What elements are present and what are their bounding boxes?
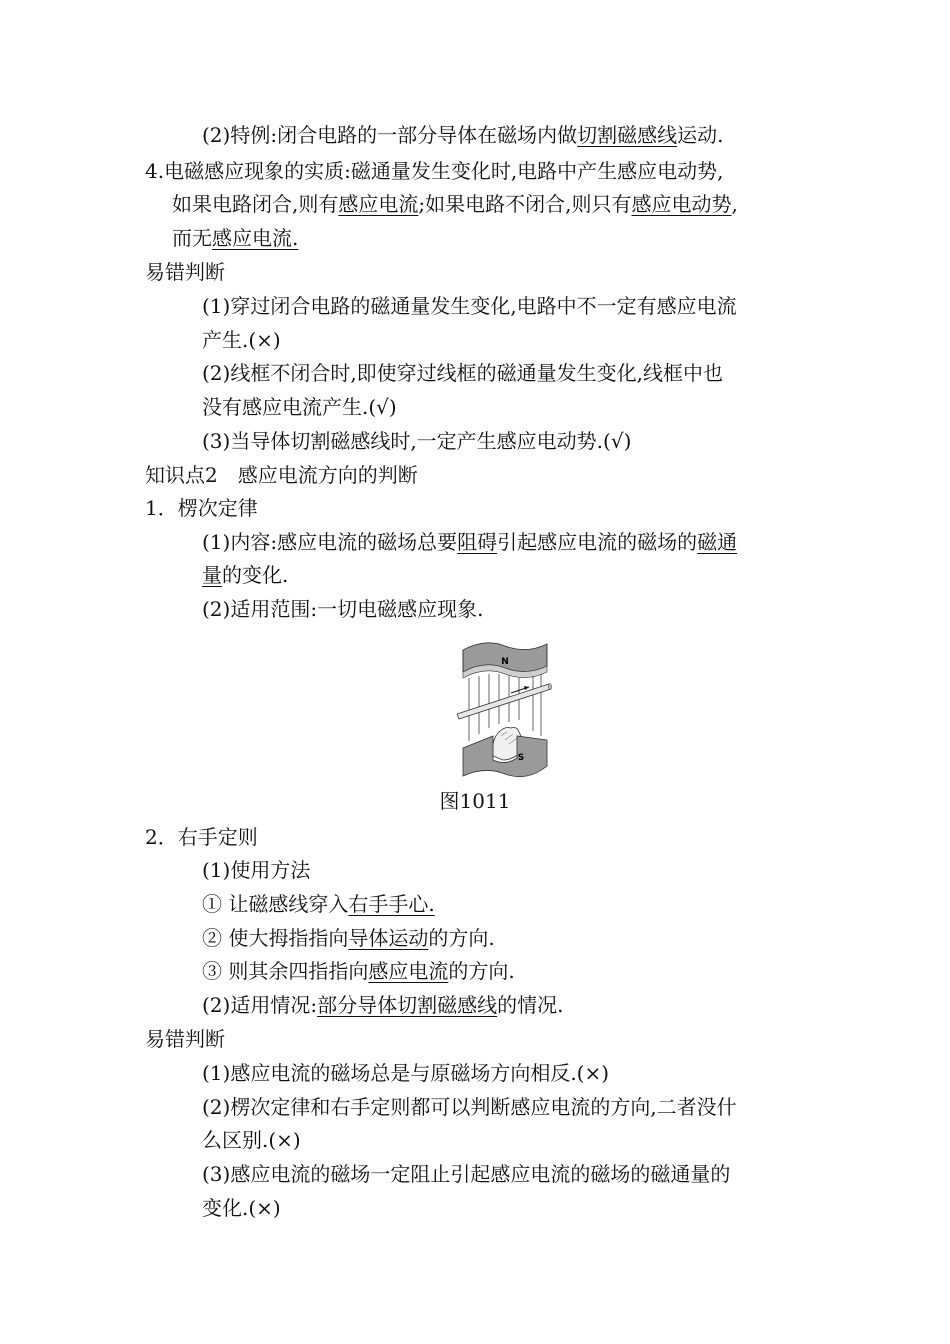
underlined-answer: 磁通 xyxy=(697,530,738,554)
text: ① 让磁感线穿入 xyxy=(202,892,349,916)
pole-s-label: S xyxy=(517,753,525,763)
lenz-scope: (2)适用范围:一切电磁感应现象. xyxy=(202,597,484,621)
judgment-2-1: (1)感应电流的磁场总是与原磁场方向相反.(×) xyxy=(202,1061,610,1085)
underlined-answer: 感应电流. xyxy=(212,226,299,250)
underlined-answer: 部分导体切割磁感线 xyxy=(317,993,498,1017)
judgment-2-3-line-2: 变化.(×) xyxy=(202,1196,281,1220)
text: (1)内容:感应电流的磁场总要 xyxy=(202,530,458,554)
judgment-2-line-2: 没有感应电流产生.(√) xyxy=(202,395,397,419)
underlined-answer: 量 xyxy=(202,563,222,587)
text: 如果电路闭合,则有 xyxy=(172,192,339,216)
judgment-2-3-line-1: (3)感应电流的磁场一定阻止引起感应电流的磁场的磁通量的 xyxy=(202,1162,731,1186)
text: (2)特例:闭合电路的一部分导体在磁场内做 xyxy=(202,123,578,147)
text: 的情况. xyxy=(497,993,564,1017)
text: ;如果电路不闭合,则只有 xyxy=(418,192,632,216)
judgment-2-2-line-1: (2)楞次定律和右手定则都可以判断感应电流的方向,二者没什 xyxy=(202,1095,737,1119)
lenz-law-title: 1．楞次定律 xyxy=(145,496,258,520)
item-4-line-2 xyxy=(172,187,738,221)
judgment-2-line-1: (2)线框不闭合时,即使穿过线框的磁通量发生变化,线框中也 xyxy=(202,361,724,385)
text: 而无 xyxy=(172,226,212,250)
application-line xyxy=(202,988,563,1022)
judgment-1-line-1: (1)穿过闭合电路的磁通量发生变化,电路中不一定有感应电流 xyxy=(202,294,737,318)
text: 运动. xyxy=(677,123,724,147)
text: 的变化. xyxy=(222,563,289,587)
rod-end xyxy=(548,684,551,690)
item-4-line-1: 4.电磁感应现象的实质:磁通量发生变化时,电路中产生感应电动势, xyxy=(145,159,724,183)
step-1 xyxy=(202,887,435,921)
right-hand-rule-figure xyxy=(455,636,555,784)
text: ③ 则其余四指指向 xyxy=(202,959,369,983)
arrow-head-icon xyxy=(524,686,529,690)
error-judgment-heading: 易错判断 xyxy=(145,260,225,284)
pole-n-label: N xyxy=(501,657,509,667)
underlined-answer: 右手手心. xyxy=(348,892,435,916)
section-heading: 知识点2 感应电流方向的判断 xyxy=(145,463,418,487)
error-judgment-heading-2: 易错判断 xyxy=(145,1027,225,1051)
judgment-1-line-2: 产生.(×) xyxy=(202,328,281,352)
text: , xyxy=(731,192,738,216)
text: ② 使大拇指指向 xyxy=(202,926,349,950)
item-4-line-3 xyxy=(172,221,298,255)
step-2 xyxy=(202,921,495,955)
conductor-rod xyxy=(457,684,551,719)
text: (2)适用情况: xyxy=(202,993,318,1017)
underlined-answer: 切割磁感线 xyxy=(577,123,678,147)
judgment-3: (3)当导体切割磁感线时,一定产生感应电动势.(√) xyxy=(202,429,632,453)
text: 引起感应电流的磁场的 xyxy=(497,530,698,554)
underlined-answer: 感应电动势 xyxy=(631,192,732,216)
right-hand-rule-title: 2．右手定则 xyxy=(145,825,258,849)
special-case-line xyxy=(202,118,723,152)
step-3 xyxy=(202,954,515,988)
underlined-answer: 导体运动 xyxy=(348,926,429,950)
lenz-content-line-2 xyxy=(202,558,288,592)
lenz-content-line-1 xyxy=(202,525,737,559)
figure-caption: 图1011 xyxy=(439,789,511,813)
text: 的方向. xyxy=(428,926,495,950)
underlined-answer: 感应电流 xyxy=(338,192,419,216)
judgment-2-2-line-2: 么区别.(×) xyxy=(202,1128,301,1152)
underlined-answer: 感应电流 xyxy=(368,959,449,983)
text: 的方向. xyxy=(448,959,515,983)
underlined-answer: 阻碍 xyxy=(457,530,498,554)
usage-heading: (1)使用方法 xyxy=(202,858,311,882)
